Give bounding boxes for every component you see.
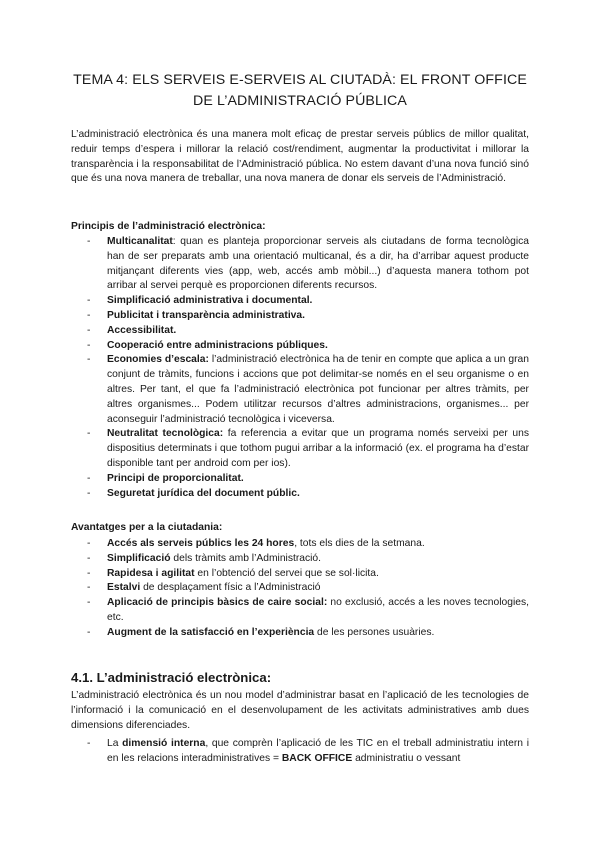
- list-item-bold: Augment de la satisfacció en l’experiència: [107, 626, 315, 638]
- list-item-bold: Accessibilitat.: [107, 324, 177, 336]
- list-item-text: : quan es planteja proporcionar serveis als ciutadans de forma tecnològica han de ser preparats amb una orientació multicanal, és a dir, ha d’arribar aquest producte mitjançant diferents vies (app, web, accés amb mòbil...) d’aquesta manera tothom pot arribar al servei perquè es proporcionen diferents recursos.: [107, 236, 529, 292]
- list-item: [87, 427, 529, 471]
- list-item-text: no exclusió, accés a les noves tecnologies, etc.: [107, 597, 529, 623]
- principles-list: [87, 235, 529, 501]
- list-item-text: , tots els dies de la setmana.: [294, 538, 425, 549]
- title-line-2: DE L’ADMINISTRACIÓ PÚBLICA: [193, 93, 407, 109]
- principles-heading: Principis de l’administració electrònica:: [71, 221, 266, 232]
- list-item: [87, 626, 529, 641]
- title-line-1: TEMA 4: ELS SERVEIS E-SERVEIS AL CIUTADÀ: EL FRONT OFFICE: [73, 72, 527, 88]
- list-item-bold: Cooperació entre administracions públiques.: [107, 339, 328, 351]
- bullet-suffix: administratiu o vessant: [352, 752, 461, 764]
- list-item: [87, 581, 529, 596]
- bullet-prefix: La: [107, 738, 123, 749]
- list-item-bold: Economies d’escala:: [107, 354, 209, 366]
- advantages-heading: Avantatges per a la ciutadania:: [71, 522, 223, 533]
- list-item-bold: Rapidesa i agilitat: [107, 567, 195, 579]
- list-item-text: en l’obtenció del servei que se sol·licita.: [194, 567, 379, 579]
- list-item-text: dels tràmits amb l’Administració.: [170, 552, 322, 564]
- list-item-bold: Neutralitat tecnològica:: [107, 428, 224, 440]
- list-item-bold: Multicanalitat: [107, 236, 173, 247]
- list-item: [87, 294, 529, 309]
- list-item-bold: Seguretat jurídica del document públic.: [107, 487, 300, 499]
- list-item-bold: Aplicació de principis bàsics de caire social:: [107, 597, 328, 609]
- list-item: [87, 552, 529, 567]
- advantages-list: [87, 537, 529, 641]
- list-item-bold: Simplificació: [107, 552, 171, 564]
- section-paragraph: L’administració electrònica és un nou model d’administrar basat en l’aplicació de les tecnologies de l’informació i la comunicació en el desenvolupament de les activitats administratives amb dues dimensions diferenciades.: [71, 690, 529, 731]
- list-item-text: de desplaçament físic a l’Administració: [140, 582, 321, 594]
- section-title: 4.1. L’administració electrònica:: [71, 670, 272, 685]
- list-item-text: fa referencia a evitar que un programa només serveixi per uns dispositius determinats i que tothom pugui arribar a la informació (ex. el programa ha d’estar disponible tant per android com per ios).: [107, 428, 529, 469]
- list-item-text: l’administració electrònica ha de tenir en compte que aplica a un gran conjunt de tràmits, funcions i accions que pot delimitar-se només en el seu organisme o en altres. Per tant, el que fa l’administració electrònica pot funcionar per altres tràmits, per altres organismes... Podem utilitzar recursos d’altres administracions, organismes... per aconseguir l’administració tecnològica i viceversa.: [107, 354, 530, 425]
- list-item-bold: Simplificació administrativa i documental.: [107, 295, 313, 307]
- list-item: [87, 537, 529, 552]
- list-item: [87, 737, 529, 767]
- list-item-bold: Estalvi: [107, 582, 141, 594]
- list-item-bold: Principi de proporcionalitat.: [107, 472, 244, 484]
- bullet-bold: BACK OFFICE: [281, 752, 353, 764]
- list-item-bold: Accés als serveis públics les 24 hores: [107, 538, 295, 549]
- intro-paragraph: L’administració electrònica és una manera molt eficaç de prestar serveis públics de millor qualitat, reduir temps d’espera i millorar la relació cost/rendiment, augmentar la productivitat i millorar la transparència i la responsabilitat de l’Administració pública. No estem davant d’una nova funció sinó que és una nova manera de treballar, una nova manera de donar els serveis de l’Administració.: [71, 129, 529, 185]
- list-item: [87, 324, 529, 339]
- list-item: [87, 339, 529, 354]
- list-item-text: de les persones usuàries.: [314, 626, 435, 638]
- section-list: [87, 737, 529, 767]
- bullet-text: , que comprèn l’aplicació de les TIC en el treball administratiu intern i en les relacions interadministratives =: [107, 738, 529, 764]
- list-item: [87, 472, 529, 487]
- list-item: [87, 309, 529, 324]
- list-item: [87, 353, 529, 427]
- list-item: [87, 487, 529, 502]
- list-item: [87, 567, 529, 582]
- list-item-bold: Publicitat i transparència administrativa.: [107, 309, 305, 321]
- page-title: [60, 70, 540, 112]
- bullet-bold: dimensió interna: [122, 738, 206, 749]
- list-item: [87, 235, 529, 294]
- list-item: [87, 596, 529, 626]
